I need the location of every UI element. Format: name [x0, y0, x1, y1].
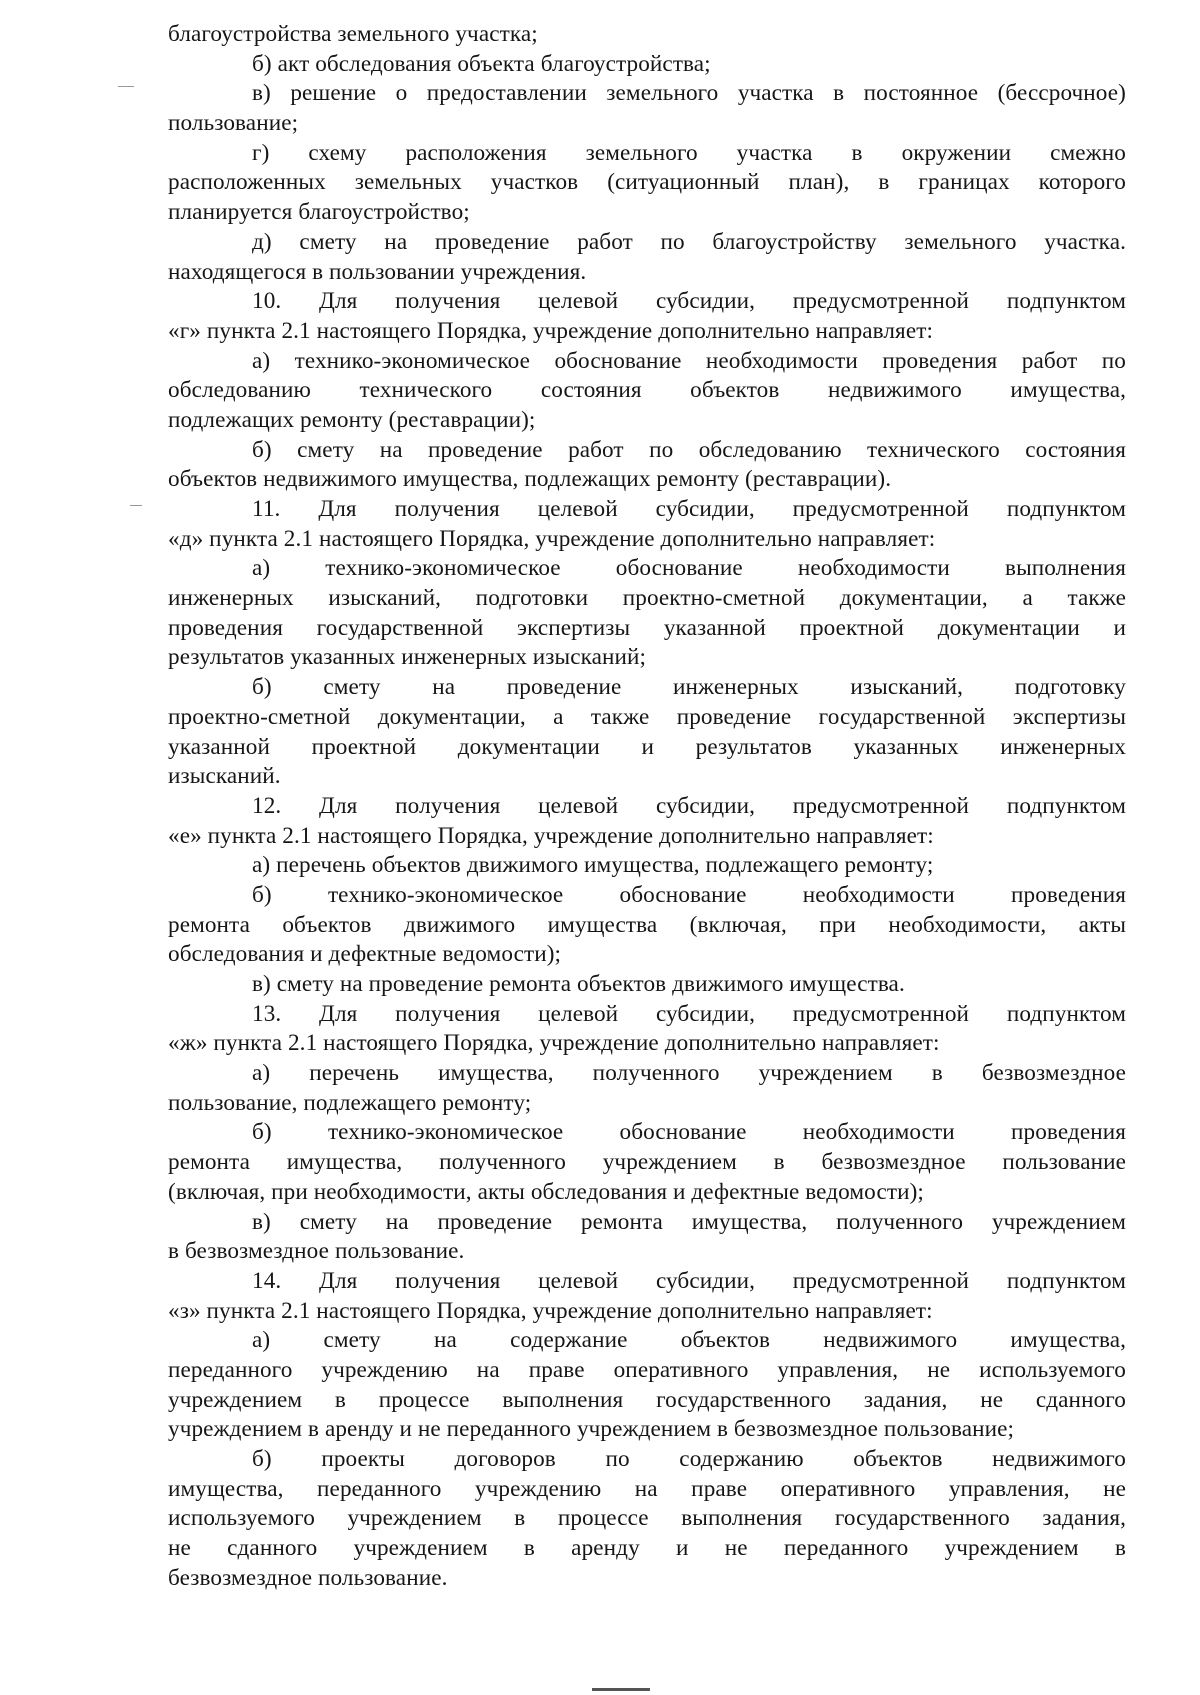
text-line: «ж» пункта 2.1 настоящего Порядка, учреждение дополнительно направляет: [168, 1030, 940, 1057]
text-line: проведения государственной экспертизы указанной проектной документации и [168, 614, 1126, 641]
text-line: в) смету на проведение ремонта объектов движимого имущества. [252, 971, 905, 997]
text-line: а) технико-экономическое обоснование необходимости проведения работ по [252, 347, 1126, 374]
text-line: объектов недвижимого имущества, подлежащих ремонту (реставрации). [168, 466, 892, 493]
text-line: расположенных земельных участков (ситуационный план), в границах которого [168, 169, 1126, 196]
text-line: ремонта имущества, полученного учреждением в безвозмездное пользование [168, 1149, 1126, 1176]
text-line: пользование, подлежащего ремонту; [168, 1089, 532, 1116]
text-line: б) смету на проведение инженерных изысканий, подготовку [252, 674, 1126, 701]
text-line: а) перечень имущества, полученного учреждением в безвозмездное [252, 1060, 1126, 1087]
text-line: «з» пункта 2.1 настоящего Порядка, учреждение дополнительно направляет: [168, 1297, 933, 1324]
text-line: безвозмездное пользование. [168, 1564, 448, 1591]
text-line: пользование; [168, 110, 299, 137]
text-line: а) технико-экономическое обоснование необходимости выполнения [252, 555, 1126, 582]
scan-mark [118, 86, 134, 87]
text-line: а) перечень объектов движимого имущества, подлежащего ремонту; [252, 852, 934, 879]
text-line: в) смету на проведение ремонта имущества, полученного учреждением [252, 1208, 1126, 1235]
text-line: используемого учреждением в процессе выполнения государственного задания, [168, 1505, 1126, 1532]
text-line: учреждением в аренду и не переданного учреждением в безвозмездное пользование; [168, 1416, 1015, 1443]
text-line: 14. Для получения целевой субсидии, предусмотренной подпунктом [252, 1267, 1126, 1294]
text-line: подлежащих ремонту (реставрации); [168, 406, 536, 433]
text-line: проектно-сметной документации, а также проведение государственной экспертизы [168, 703, 1126, 730]
text-line: переданного учреждению на праве оперативного управления, не используемого [168, 1356, 1126, 1383]
text-line: результатов указанных инженерных изысканий; [168, 644, 647, 671]
text-line: «д» пункта 2.1 настоящего Порядка, учреждение дополнительно направляет: [168, 525, 936, 552]
text-line: 12. Для получения целевой субсидии, предусмотренной подпунктом [252, 792, 1126, 819]
text-line: б) акт обследования объекта благоустройства; [252, 50, 711, 77]
text-line: 11. Для получения целевой субсидии, предусмотренной подпунктом [252, 496, 1126, 522]
text-line: ремонта объектов движимого имущества (включая, при необходимости, акты [168, 911, 1126, 938]
scan-mark [130, 505, 142, 506]
text-line: учреждением в процессе выполнения государственного задания, не сданного [168, 1386, 1126, 1413]
text-line: имущества, переданного учреждению на праве оперативного управления, не [168, 1475, 1126, 1502]
document-body [168, 20, 1126, 1593]
text-line: д) смету на проведение работ по благоустройству земельного участка. [252, 228, 1126, 255]
text-line: б) технико-экономическое обоснование необходимости проведения [252, 1119, 1126, 1146]
text-line: указанной проектной документации и результатов указанных инженерных [168, 733, 1126, 760]
text-line: планируется благоустройство; [168, 199, 470, 226]
text-line: обследования и дефектные ведомости); [168, 941, 562, 968]
text-line: изысканий. [168, 763, 281, 790]
text-line: а) смету на содержание объектов недвижимого имущества, [252, 1327, 1126, 1354]
text-line: «е» пункта 2.1 настоящего Порядка, учреждение дополнительно направляет: [168, 822, 934, 849]
text-line: обследованию технического состояния объектов недвижимого имущества, [168, 377, 1126, 404]
text-line: б) проекты договоров по содержанию объектов недвижимого [252, 1446, 1126, 1472]
text-line: не сданного учреждением в аренду и не переданного учреждением в [168, 1535, 1126, 1562]
text-line: (включая, при необходимости, акты обследования и дефектные ведомости); [168, 1178, 924, 1205]
text-line: 10. Для получения целевой субсидии, предусмотренной подпунктом [252, 288, 1126, 315]
scan-mark [592, 1688, 650, 1691]
text-line: инженерных изысканий, подготовки проектно-сметной документации, а также [168, 585, 1126, 612]
text-line: 13. Для получения целевой субсидии, предусмотренной подпунктом [252, 1000, 1126, 1027]
text-line: благоустройства земельного участка; [168, 21, 538, 47]
text-line: в) решение о предоставлении земельного участка в постоянное (бессрочное) [252, 80, 1126, 107]
text-line: в безвозмездное пользование. [168, 1238, 465, 1265]
text-line: б) смету на проведение работ по обследованию технического состояния [252, 436, 1126, 463]
text-line: г) схему расположения земельного участка в окружении смежно [252, 139, 1126, 166]
text-line: б) технико-экономическое обоснование необходимости проведения [252, 881, 1126, 908]
text-line: «г» пункта 2.1 настоящего Порядка, учреждение дополнительно направляет: [168, 317, 933, 344]
text-line: находящегося в пользовании учреждения. [168, 258, 587, 285]
